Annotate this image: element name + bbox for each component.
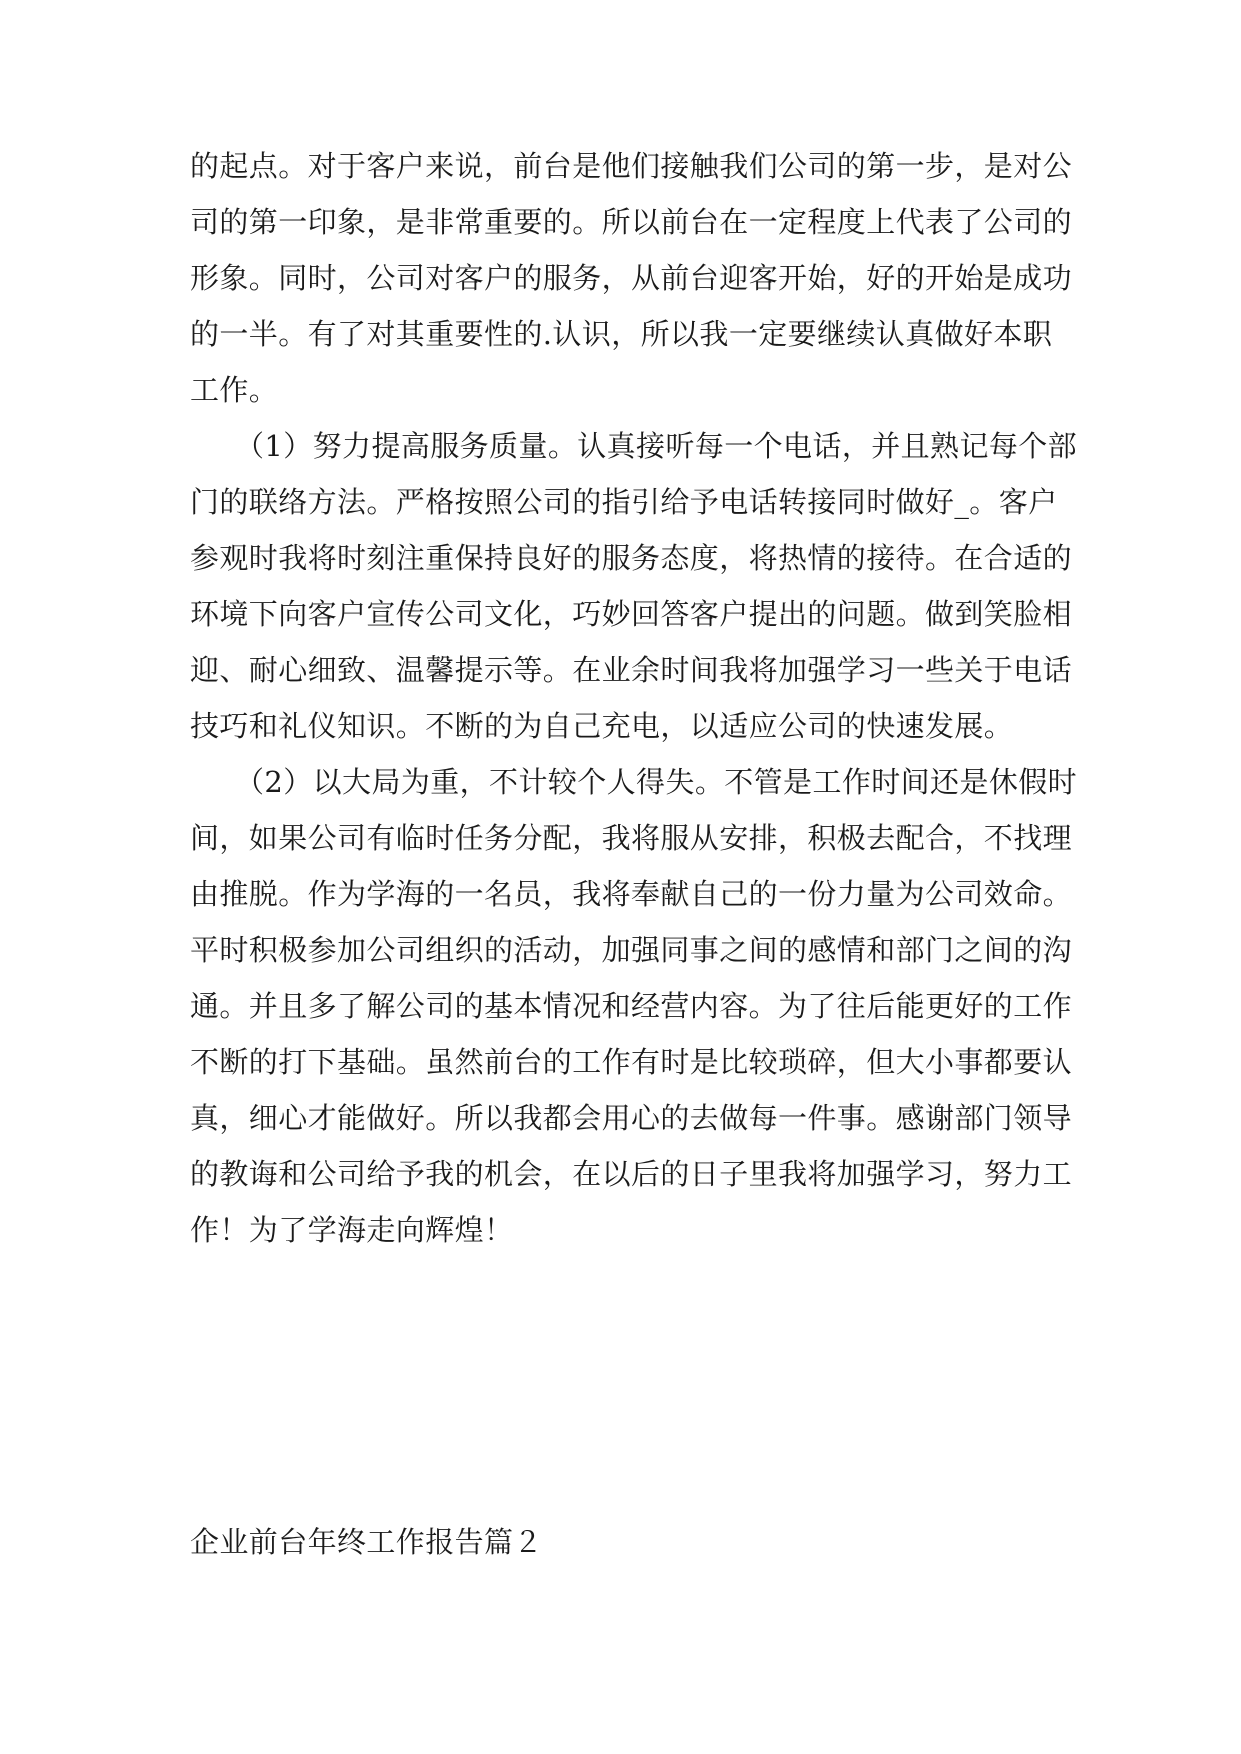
text-line: 形象。同时，公司对客户的服务，从前台迎客开始，好的开始是成功 (190, 261, 1073, 295)
text-line: 通。并且多了解公司的基本情况和经营内容。为了往后能更好的工作 (190, 989, 1073, 1023)
text-line: （1）努力提高服务质量。认真接听每一个电话，并且熟记每个部 (235, 429, 1078, 463)
section-heading: 企业前台年终工作报告篇２ (190, 1525, 543, 1559)
text-line: 迎、耐心细致、温馨提示等。在业余时间我将加强学习一些关于电话 (190, 653, 1073, 687)
text-line: 司的第一印象，是非常重要的。所以前台在一定程度上代表了公司的 (190, 205, 1073, 239)
text-line: 参观时我将时刻注重保持良好的服务态度，将热情的接待。在合适的 (190, 541, 1073, 575)
text-line: 不断的打下基础。虽然前台的工作有时是比较琐碎，但大小事都要认 (190, 1045, 1073, 1079)
text-line: （2）以大局为重，不计较个人得失。不管是工作时间还是休假时 (235, 765, 1078, 799)
text-line: 技巧和礼仪知识。不断的为自己充电，以适应公司的快速发展。 (190, 709, 1014, 743)
text-line: 的一半。有了对其重要性的.认识，所以我一定要继续认真做好本职 (190, 317, 1053, 351)
text-line: 间，如果公司有临时任务分配，我将服从安排，积极去配合，不找理 (190, 821, 1073, 855)
text-line: 的教诲和公司给予我的机会，在以后的日子里我将加强学习，努力工 (190, 1157, 1073, 1191)
text-line: 作！为了学海走向辉煌！ (190, 1213, 514, 1247)
text-line: 平时积极参加公司组织的活动，加强同事之间的感情和部门之间的沟 (190, 933, 1073, 967)
text-line: 由推脱。作为学海的一名员，我将奉献自己的一份力量为公司效命。 (190, 877, 1073, 911)
text-line: 工作。 (190, 373, 279, 407)
text-line: 门的联络方法。严格按照公司的指引给予电话转接同时做好_。客户 (190, 485, 1058, 519)
text-line: 环境下向客户宣传公司文化，巧妙回答客户提出的问题。做到笑脸相 (190, 597, 1073, 631)
text-line: 的起点。对于客户来说，前台是他们接触我们公司的第一步，是对公 (190, 149, 1073, 183)
text-line: 真，细心才能做好。所以我都会用心的去做每一件事。感谢部门领导 (190, 1101, 1073, 1135)
